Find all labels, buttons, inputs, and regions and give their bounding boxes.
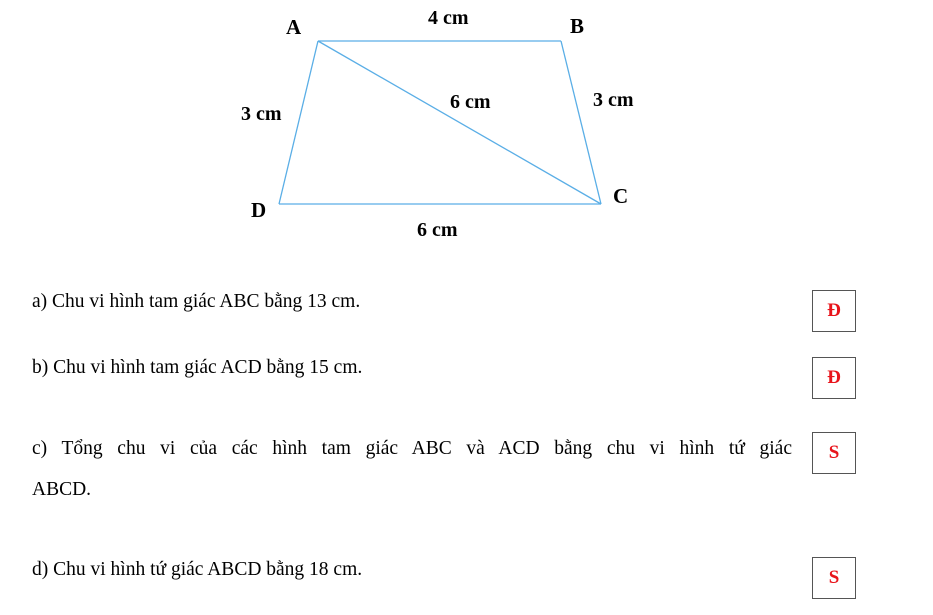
vertex-b-label: B xyxy=(570,14,585,38)
measure-bc: 3 cm xyxy=(593,89,634,111)
answer-box-a[interactable]: Đ xyxy=(812,290,856,332)
statement-d: d) Chu vi hình tứ giác ABCD bằng 18 cm. xyxy=(32,559,363,580)
statement-a: a) Chu vi hình tam giác ABC bằng 13 cm. xyxy=(32,291,361,312)
vertex-c-label: C xyxy=(613,184,629,208)
vertex-d-label: D xyxy=(251,198,267,222)
edge-da xyxy=(279,41,318,204)
statement-c: c) Tổng chu vi của các hình tam giác ABC và ACD bằng chu vi hình tứ giác xyxy=(32,438,792,459)
measure-dc: 6 cm xyxy=(417,219,458,241)
statement-c-continuation: ABCD. xyxy=(32,479,92,500)
answer-box-d[interactable]: S xyxy=(812,557,856,599)
edge-bc xyxy=(561,41,601,204)
answer-box-b[interactable]: Đ xyxy=(812,357,856,399)
vertex-a-label: A xyxy=(286,15,302,39)
diagonal-ac xyxy=(318,41,601,204)
measure-ad: 3 cm xyxy=(241,103,282,125)
answer-box-c[interactable]: S xyxy=(812,432,856,474)
measure-ab: 4 cm xyxy=(428,7,469,29)
statement-b: b) Chu vi hình tam giác ACD bằng 15 cm. xyxy=(32,357,363,378)
measure-ac: 6 cm xyxy=(450,91,491,113)
trapezoid-figure xyxy=(0,0,933,260)
